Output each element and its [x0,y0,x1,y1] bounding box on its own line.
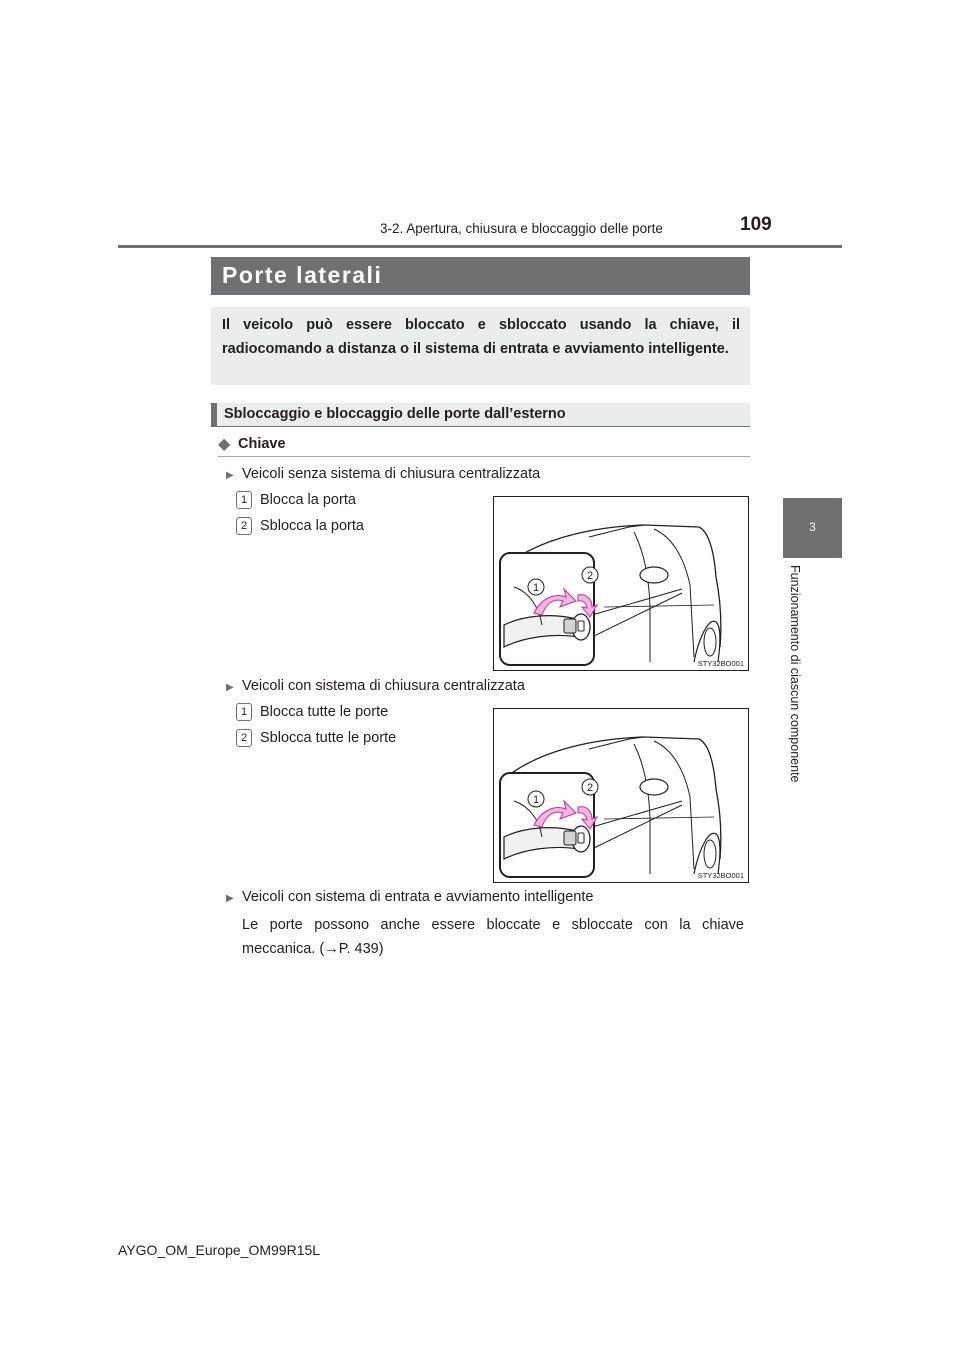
subsection-underline [211,426,750,427]
step-number-badge: 2 [236,517,252,535]
figure-callout-1: 1 [532,582,540,594]
step-text: Blocca tutte le porte [260,704,389,720]
paragraph-text: Le porte possono anche essere bloccate e sbloccate con la chiave meccanica. (→P. 439) [242,917,744,957]
figure-code: STY32BO001 [697,871,744,880]
triangle-bullet-icon: ▶ [226,893,234,904]
figure-callout-1: 1 [532,794,540,806]
header-divider [118,245,842,248]
diamond-icon: ◆ [218,436,231,453]
chapter-number: 3 [809,520,816,534]
subsection-bar [211,403,217,427]
step-number-badge: 1 [236,491,252,509]
bullet-text: Veicoli con sistema di chiusura centralizzata [242,678,525,694]
door-lock-illustration [493,708,749,883]
step-text: Blocca la porta [260,492,356,508]
intro-text: Il veicolo può essere bloccato e sbloccato usando la chiave, il radiocomando a distanza o il sistema di entrata e avviamento intelligente. [222,317,740,357]
step-text: Sblocca tutte le porte [260,730,397,746]
triangle-bullet-icon: ▶ [226,682,234,693]
document-code: AYGO_OM_Europe_OM99R15L [118,1242,321,1258]
chiave-divider [218,456,750,457]
figure-code: STY32BO001 [697,659,744,668]
subsection-title: Sbloccaggio e bloccaggio delle porte dall’esterno [224,406,566,422]
step-number-badge: 1 [236,703,252,721]
figure-callout-2: 2 [586,570,594,582]
page-title: Porte laterali [222,262,383,288]
chiave-heading: Chiave [238,436,286,452]
section-heading: 3-2. Apertura, chiusura e bloccaggio delle porte [380,221,663,236]
bullet-text: Veicoli senza sistema di chiusura centralizzata [242,466,541,482]
page-number: 109 [740,214,772,235]
figure-callout-2: 2 [586,782,594,794]
step-text: Sblocca la porta [260,518,364,534]
bullet-text: Veicoli con sistema di entrata e avviamento intelligente [242,889,594,905]
chapter-label: Funzionamento di ciascun componente [788,565,802,783]
step-number-badge: 2 [236,729,252,747]
door-lock-illustration [493,496,749,671]
triangle-bullet-icon: ▶ [226,470,234,481]
